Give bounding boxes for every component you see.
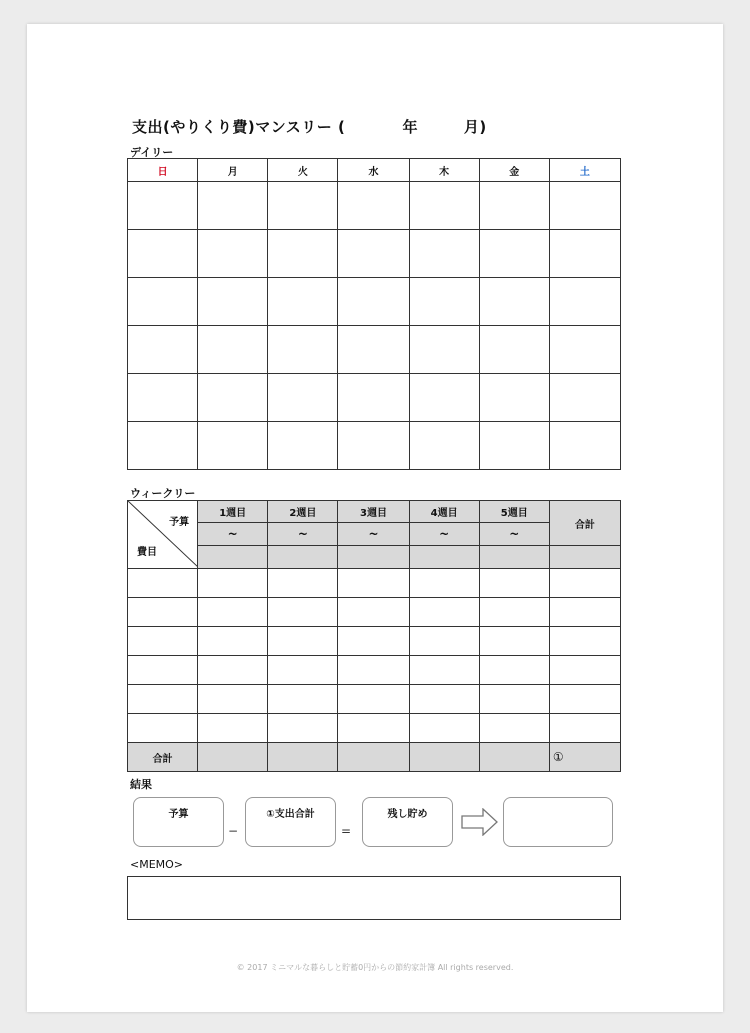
week-header-3: 3週目	[338, 501, 409, 523]
expense-total-box[interactable]: ①支出合計	[245, 797, 336, 847]
day-cell[interactable]	[549, 326, 620, 374]
daily-calendar-table	[127, 158, 621, 470]
memo-box[interactable]	[127, 876, 621, 920]
week-header-1: 1週目	[198, 501, 268, 523]
day-cell[interactable]	[198, 422, 268, 470]
memo-label: <MEMO>	[130, 858, 184, 871]
budget-box[interactable]: 予算	[133, 797, 224, 847]
day-cell[interactable]	[198, 326, 268, 374]
day-cell[interactable]	[479, 326, 549, 374]
total-row-label: 合計	[128, 743, 198, 772]
amount-cell[interactable]	[268, 627, 338, 656]
day-cell[interactable]	[409, 182, 479, 230]
day-cell[interactable]	[338, 422, 409, 470]
amount-cell[interactable]	[268, 656, 338, 685]
day-cell[interactable]	[268, 230, 338, 278]
budget-cell[interactable]	[338, 546, 409, 569]
amount-cell[interactable]	[198, 685, 268, 714]
amount-cell[interactable]	[479, 627, 549, 656]
day-header-wednesday: 水	[338, 159, 409, 182]
week-header-2: 2週目	[268, 501, 338, 523]
day-header-monday: 月	[198, 159, 268, 182]
day-cell[interactable]	[338, 374, 409, 422]
week-header-5: 5週目	[479, 501, 549, 523]
amount-cell[interactable]	[338, 714, 409, 743]
amount-cell[interactable]	[409, 598, 479, 627]
budget-cell[interactable]	[268, 546, 338, 569]
amount-cell[interactable]	[338, 569, 409, 598]
day-cell[interactable]	[549, 374, 620, 422]
equals-sign: =	[341, 824, 352, 838]
category-row	[128, 685, 621, 714]
week-row	[128, 422, 621, 470]
budget-cell[interactable]	[479, 546, 549, 569]
week-total-cell[interactable]	[479, 743, 549, 772]
amount-cell[interactable]	[338, 627, 409, 656]
arrow-right-icon	[461, 808, 499, 836]
day-cell[interactable]	[128, 422, 198, 470]
day-cell[interactable]	[338, 182, 409, 230]
day-cell[interactable]	[268, 374, 338, 422]
amount-cell[interactable]	[338, 656, 409, 685]
amount-cell[interactable]	[479, 569, 549, 598]
result-value-box[interactable]	[503, 797, 613, 847]
day-header-friday: 金	[479, 159, 549, 182]
amount-cell[interactable]	[549, 714, 620, 743]
week-total-cell[interactable]	[338, 743, 409, 772]
day-cell[interactable]	[198, 374, 268, 422]
category-cell[interactable]	[128, 569, 198, 598]
week-total-cell[interactable]	[409, 743, 479, 772]
day-cell[interactable]	[198, 230, 268, 278]
amount-cell[interactable]	[268, 598, 338, 627]
amount-cell[interactable]	[409, 685, 479, 714]
day-header-row	[128, 159, 621, 182]
category-cell[interactable]	[128, 598, 198, 627]
day-cell[interactable]	[338, 230, 409, 278]
day-cell[interactable]	[198, 182, 268, 230]
document-page	[27, 24, 723, 1012]
date-range-cell[interactable]: ~	[338, 523, 409, 546]
amount-cell[interactable]	[409, 656, 479, 685]
week-header-4: 4週目	[409, 501, 479, 523]
date-range-cell[interactable]: ~	[198, 523, 268, 546]
result-label: 結果	[130, 778, 152, 791]
day-cell[interactable]	[479, 374, 549, 422]
budget-total-cell[interactable]	[549, 546, 620, 569]
day-cell[interactable]	[198, 278, 268, 326]
day-cell[interactable]	[268, 182, 338, 230]
day-cell[interactable]	[128, 230, 198, 278]
page-title: 支出(やりくり費)マンスリー ( 年 月)	[132, 118, 487, 136]
week-total-cell[interactable]	[198, 743, 268, 772]
day-cell[interactable]	[128, 374, 198, 422]
amount-cell[interactable]	[198, 598, 268, 627]
day-cell[interactable]	[479, 182, 549, 230]
date-range-cell[interactable]: ~	[268, 523, 338, 546]
category-row	[128, 627, 621, 656]
category-cell[interactable]	[128, 627, 198, 656]
corner-budget-label: 予算	[169, 517, 190, 528]
amount-cell[interactable]	[479, 598, 549, 627]
day-cell[interactable]	[549, 182, 620, 230]
day-cell[interactable]	[268, 326, 338, 374]
minus-sign: −	[228, 824, 239, 838]
category-row	[128, 598, 621, 627]
amount-cell[interactable]	[479, 714, 549, 743]
category-cell[interactable]	[128, 714, 198, 743]
day-header-thursday: 木	[409, 159, 479, 182]
category-row	[128, 714, 621, 743]
week-row	[128, 182, 621, 230]
amount-cell[interactable]	[409, 569, 479, 598]
weekly-summary-table	[127, 500, 621, 772]
day-cell[interactable]	[128, 278, 198, 326]
week-total-cell[interactable]	[268, 743, 338, 772]
budget-cell[interactable]	[409, 546, 479, 569]
remaining-savings-box[interactable]: 残し貯め	[362, 797, 453, 847]
day-header-tuesday: 火	[268, 159, 338, 182]
corner-category-label: 費目	[137, 547, 157, 558]
amount-cell[interactable]	[338, 685, 409, 714]
amount-cell[interactable]	[198, 656, 268, 685]
day-cell[interactable]	[549, 230, 620, 278]
date-range-cell[interactable]: ~	[479, 523, 549, 546]
day-cell[interactable]	[338, 326, 409, 374]
weekly-label: ウィークリー	[130, 487, 196, 500]
amount-cell[interactable]	[549, 598, 620, 627]
week-row	[128, 326, 621, 374]
amount-cell[interactable]	[198, 569, 268, 598]
amount-cell[interactable]	[549, 685, 620, 714]
amount-cell[interactable]	[268, 685, 338, 714]
week-row	[128, 278, 621, 326]
day-cell[interactable]	[409, 278, 479, 326]
grand-total-cell[interactable]: ①	[549, 743, 620, 772]
day-cell[interactable]	[409, 422, 479, 470]
amount-cell[interactable]	[479, 656, 549, 685]
amount-cell[interactable]	[479, 685, 549, 714]
day-cell[interactable]	[549, 422, 620, 470]
amount-cell[interactable]	[409, 627, 479, 656]
amount-cell[interactable]	[549, 656, 620, 685]
budget-cell[interactable]	[198, 546, 268, 569]
date-range-cell[interactable]: ~	[409, 523, 479, 546]
week-row	[128, 230, 621, 278]
day-cell[interactable]	[128, 182, 198, 230]
amount-cell[interactable]	[198, 714, 268, 743]
amount-cell[interactable]	[549, 569, 620, 598]
amount-cell[interactable]	[268, 569, 338, 598]
day-cell[interactable]	[479, 278, 549, 326]
day-cell[interactable]	[268, 278, 338, 326]
day-cell[interactable]	[409, 374, 479, 422]
day-cell[interactable]	[268, 422, 338, 470]
copyright-footer: © 2017 ミニマルな暮らしと貯蓄0円からの節約家計簿 All rights reserved.	[236, 963, 514, 972]
day-cell[interactable]	[479, 422, 549, 470]
category-cell[interactable]	[128, 685, 198, 714]
amount-cell[interactable]	[198, 627, 268, 656]
total-column-header: 合計	[549, 501, 620, 546]
day-header-saturday: 土	[549, 159, 620, 182]
amount-cell[interactable]	[409, 714, 479, 743]
amount-cell[interactable]	[338, 598, 409, 627]
day-cell[interactable]	[128, 326, 198, 374]
day-cell[interactable]	[479, 230, 549, 278]
corner-header-cell	[128, 501, 198, 569]
amount-cell[interactable]	[268, 714, 338, 743]
daily-label: デイリー	[130, 146, 174, 159]
total-row	[128, 743, 621, 772]
category-row	[128, 569, 621, 598]
week-row	[128, 374, 621, 422]
category-cell[interactable]	[128, 656, 198, 685]
day-cell[interactable]	[338, 278, 409, 326]
category-row	[128, 656, 621, 685]
day-header-sunday: 日	[128, 159, 198, 182]
day-cell[interactable]	[409, 326, 479, 374]
day-cell[interactable]	[409, 230, 479, 278]
amount-cell[interactable]	[549, 627, 620, 656]
day-cell[interactable]	[549, 278, 620, 326]
